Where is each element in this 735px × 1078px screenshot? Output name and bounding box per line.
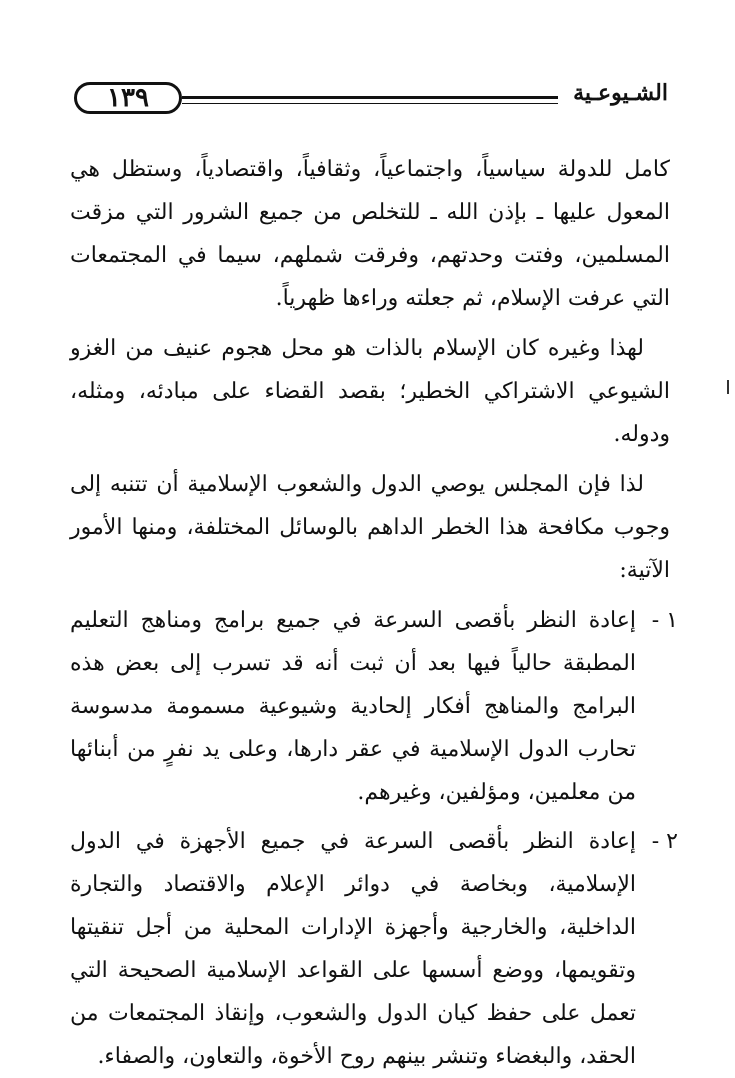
header-rule-thin xyxy=(182,103,558,104)
list-item-1 xyxy=(70,599,678,814)
page-body xyxy=(70,148,678,1078)
list-item-2 xyxy=(70,820,678,1078)
paragraph-1: كامل للدولة سياسياً، واجتماعياً، وثقافياً، واقتصادياً، وستظل هي المعول عليها ـ بإذن الله ـ للتخلص من جميع الشرور التي مزقت المسلمين، وفتت وحدتهم، وفرقت شملهم، سيما في المجتمعات التي عرفت الإسلام، ثم جعلته وراءها ظهرياً. xyxy=(70,157,670,311)
paragraph-3: لذا فإن المجلس يوصي الدول والشعوب الإسلامية أن تتنبه إلى وجوب مكافحة هذا الخطر الداهم بالوسائل المختلفة، ومنها الأمور الآتية: xyxy=(70,472,670,583)
header-rule-thick xyxy=(182,96,558,99)
page-number: ١٣٩ xyxy=(74,82,182,114)
list-item-text: إعادة النظر بأقصى السرعة في جميع الأجهزة في الدول الإسلامية، وبخاصة في دوائر الإعلام والاقتصاد والتجارة الداخلية، والخارجية وأجهزة الإدارات المحلية من أجل تنقيتها وتقويمها، ووضع أسسها على القواعد الإسلامية الصحيحة التي تعمل على حفظ كيان الدول والشعوب، وإنقاذ المجتمعات من الحقد، والبغضاء وتنشر بينهم روح الأخوة، والتعاون، والصفاء. xyxy=(70,829,636,1069)
list-item-text: إعادة النظر بأقصى السرعة في جميع برامج ومناهج التعليم المطبقة حالياً فيها بعد أن ثبت أنه قد تسرب إلى بعض هذه البرامج والمناهج أفكار إلحادية وشيوعية مسمومة مدسوسة تحارب الدول الإسلامية في عقر دارها، وعلى يد نفرٍ من أبنائها من معلمين، ومؤلفين، وغيرهم. xyxy=(70,608,636,805)
list-item-number: ١ - xyxy=(651,608,678,633)
list-item-number: ٢ - xyxy=(651,829,678,854)
running-title: الشـيوعـية xyxy=(573,80,668,106)
page-header xyxy=(66,76,668,120)
margin-mark xyxy=(727,380,729,394)
paragraph-2: لهذا وغيره كان الإسلام بالذات هو محل هجوم عنيف من الغزو الشيوعي الاشتراكي الخطير؛ بقصد القضاء على مبادئه، ومثله، ودوله. xyxy=(70,336,670,447)
